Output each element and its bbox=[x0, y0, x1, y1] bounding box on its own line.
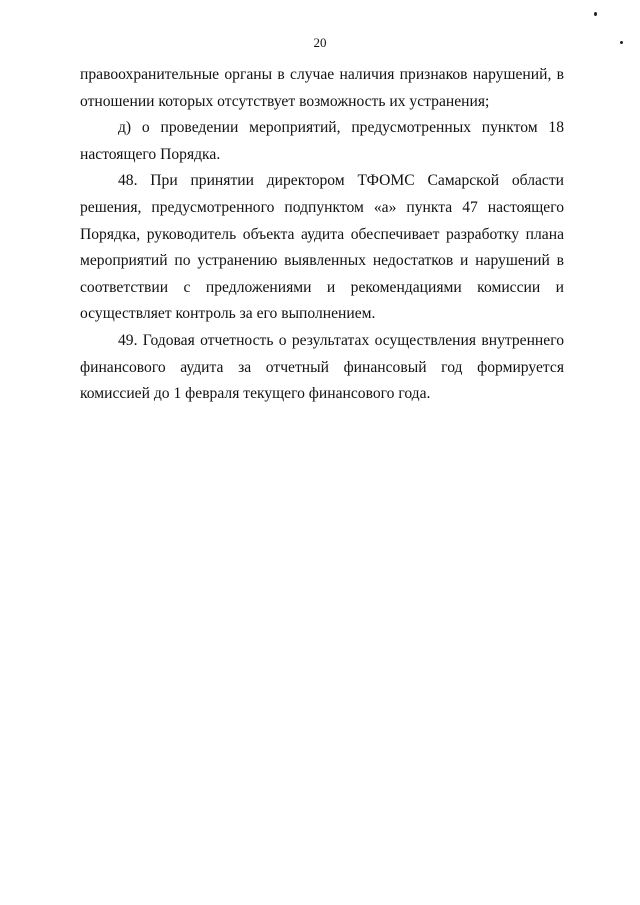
page-number: 20 bbox=[313, 35, 327, 50]
scan-speck bbox=[594, 12, 597, 16]
paragraph-continuation: правоохранительные органы в случае наличия признаков нарушений, в отношении которых отсутствует возможность их устранения; bbox=[80, 66, 564, 110]
paragraph-item-d: д) о проведении мероприятий, предусмотренных пунктом 18 настоящего Порядка. bbox=[80, 119, 564, 163]
paragraph-49: 49. Годовая отчетность о результатах осуществления внутреннего финансового аудита за отчетный финансовый год формируется комиссией до 1 февраля текущего финансового года. bbox=[80, 331, 564, 403]
document-body bbox=[80, 62, 564, 408]
paragraph-48: 48. При принятии директором ТФОМС Самарской области решения, предусмотренного подпунктом «а» пункта 47 настоящего Порядка, руководитель объекта аудита обеспечивает разработку плана мероприятий по устранению выявленных недостатков и нарушений в соответствии с предложениями и рекомендациями комиссии и осуществляет контроль за его выполнением. bbox=[80, 172, 564, 323]
scan-speck bbox=[620, 41, 623, 44]
